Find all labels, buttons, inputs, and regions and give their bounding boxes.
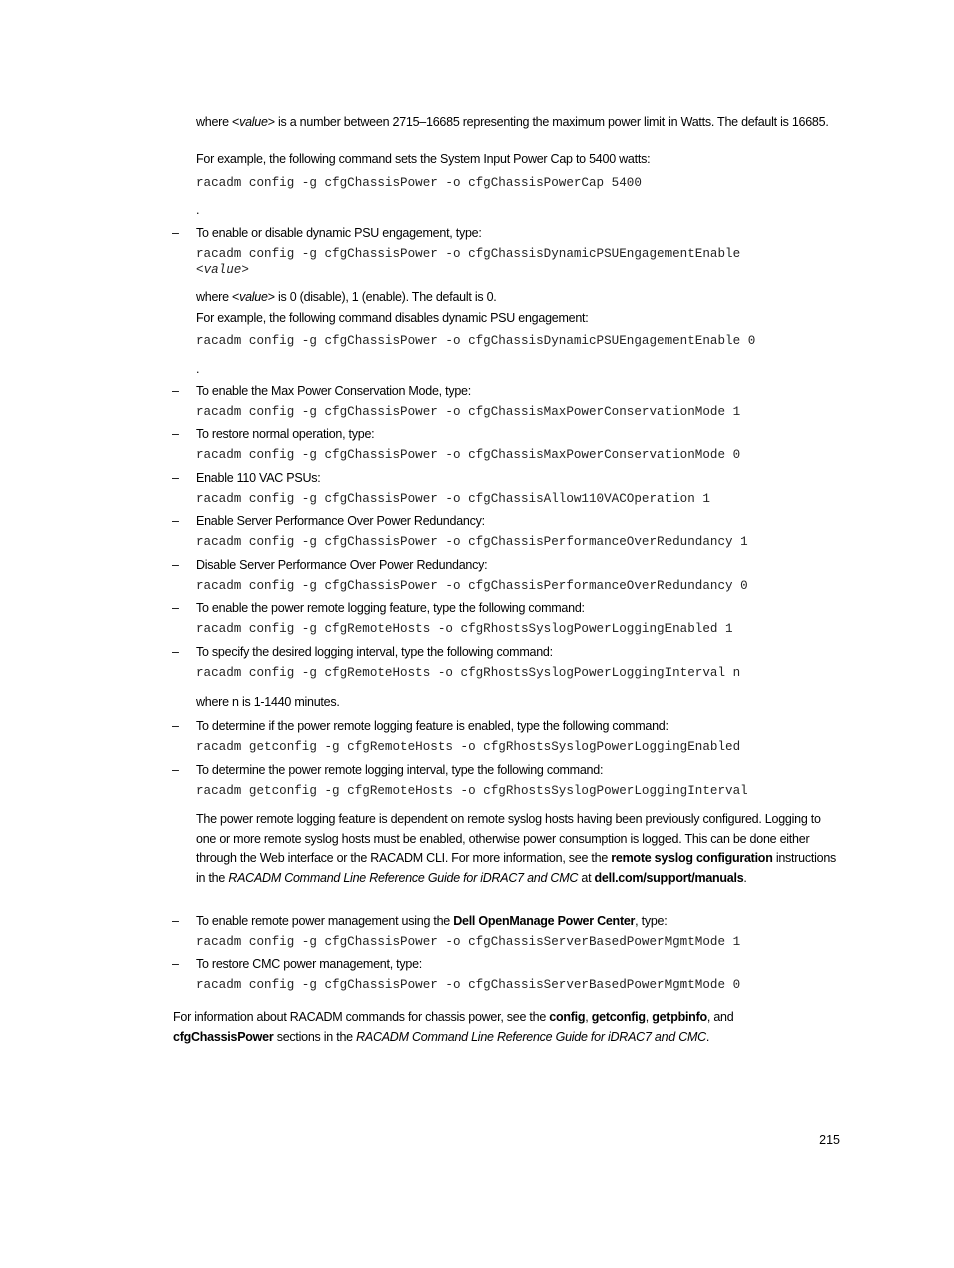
list-item-command: racadm config -g cfgRemoteHosts -o cfgRhostsSyslogPowerLoggingInterval n [196,666,741,680]
list-item-command: racadm config -g cfgChassisPower -o cfgChassisAllow110VACOperation 1 [196,492,710,506]
list-item-psu-label: To enable or disable dynamic PSU engagement, type: [196,226,482,240]
command-psu-engagement: racadm config -g cfgChassisPower -o cfgChassisDynamicPSUEngagementEnable [196,247,741,261]
list-item-label: To restore normal operation, type: [196,427,375,441]
period-mark: . [196,203,200,217]
list-item-command: racadm config -g cfgRemoteHosts -o cfgRhostsSyslogPowerLoggingEnabled 1 [196,622,733,636]
page-number: 215 [819,1133,840,1147]
list-item-command: racadm config -g cfgChassisPower -o cfgChassisPerformanceOverRedundancy 1 [196,535,748,549]
list-dash: – [172,601,179,615]
link-dell-support-manuals: dell.com/support/manuals [594,870,744,885]
list-dash: – [172,427,179,441]
list-dash: – [172,384,179,398]
footer-paragraph-line1: For information about RACADM commands for chassis power, see the config, getconfig, getpbinfo, and [173,1010,734,1024]
where-value-cap-paragraph: where <value> is a number between 2715–16685 representing the maximum power limit in Watts. The default is 16685. [196,115,829,129]
example-psu-paragraph: For example, the following command disables dynamic PSU engagement: [196,311,589,325]
list-item-label: Enable 110 VAC PSUs: [196,471,321,485]
list-dash: – [172,514,179,528]
list-item-label: Enable Server Performance Over Power Redundancy: [196,514,485,528]
list-dash: – [172,719,179,733]
command-psu-engagement-value: <value> [196,263,249,277]
list-item-label: To determine the power remote logging interval, type the following command: [196,763,604,777]
list-item-command: racadm getconfig -g cfgRemoteHosts -o cfgRhostsSyslogPowerLoggingEnabled [196,740,741,754]
list-item-command: racadm config -g cfgChassisPower -o cfgChassisServerBasedPowerMgmtMode 1 [196,935,741,949]
command-psu-disable: racadm config -g cfgChassisPower -o cfgChassisDynamicPSUEngagementEnable 0 [196,334,756,348]
list-item-command: racadm config -g cfgChassisPower -o cfgChassisPerformanceOverRedundancy 0 [196,579,748,593]
list-dash: – [172,226,179,240]
list-item-command: racadm config -g cfgChassisPower -o cfgChassisServerBasedPowerMgmtMode 0 [196,978,741,992]
list-dash: – [172,914,179,928]
where-value-psu-paragraph: where <value> is 0 (disable), 1 (enable). The default is 0. [196,290,497,304]
footer-paragraph-line2: cfgChassisPower sections in the RACADM Command Line Reference Guide for iDRAC7 and CMC. [173,1030,710,1044]
remote-logging-note: The power remote logging feature is dependent on remote syslog hosts having been previously configured. Logging to one or more remote syslog hosts must be enabled, otherwise power consumption is logged. This can be done either through the Web interface or the RACADM CLI. For more information, see the remote syslog configuration instructions in the RACADM Command Line Reference Guide for iDRAC7 and CMC at dell.com/support/manuals. [196,812,837,885]
interval-note: where n is 1-1440 minutes. [196,695,340,709]
list-dash: – [172,471,179,485]
command-power-cap: racadm config -g cfgChassisPower -o cfgChassisPowerCap 5400 [196,176,642,190]
list-dash: – [172,957,179,971]
list-item-label: To enable the power remote logging feature, type the following command: [196,601,585,615]
list-item-label: To restore CMC power management, type: [196,957,423,971]
list-item-label: Disable Server Performance Over Power Redundancy: [196,558,488,572]
list-item-command: racadm config -g cfgChassisPower -o cfgChassisMaxPowerConservationMode 0 [196,448,741,462]
list-dash: – [172,645,179,659]
list-item-command: racadm config -g cfgChassisPower -o cfgChassisMaxPowerConservationMode 1 [196,405,741,419]
link-remote-syslog-configuration: remote syslog configuration [611,851,773,865]
list-dash: – [172,763,179,777]
list-item-label: To determine if the power remote logging feature is enabled, type the following command: [196,719,669,733]
list-item-label: To enable remote power management using the Dell OpenManage Power Center, type: [196,914,668,928]
example-cap-paragraph: For example, the following command sets the System Input Power Cap to 5400 watts: [196,152,651,166]
list-item-command: racadm getconfig -g cfgRemoteHosts -o cfgRhostsSyslogPowerLoggingInterval [196,784,748,798]
list-item-label: To enable the Max Power Conservation Mode, type: [196,384,471,398]
list-item-label: To specify the desired logging interval, type the following command: [196,645,553,659]
period-mark: . [196,362,200,376]
list-dash: – [172,558,179,572]
